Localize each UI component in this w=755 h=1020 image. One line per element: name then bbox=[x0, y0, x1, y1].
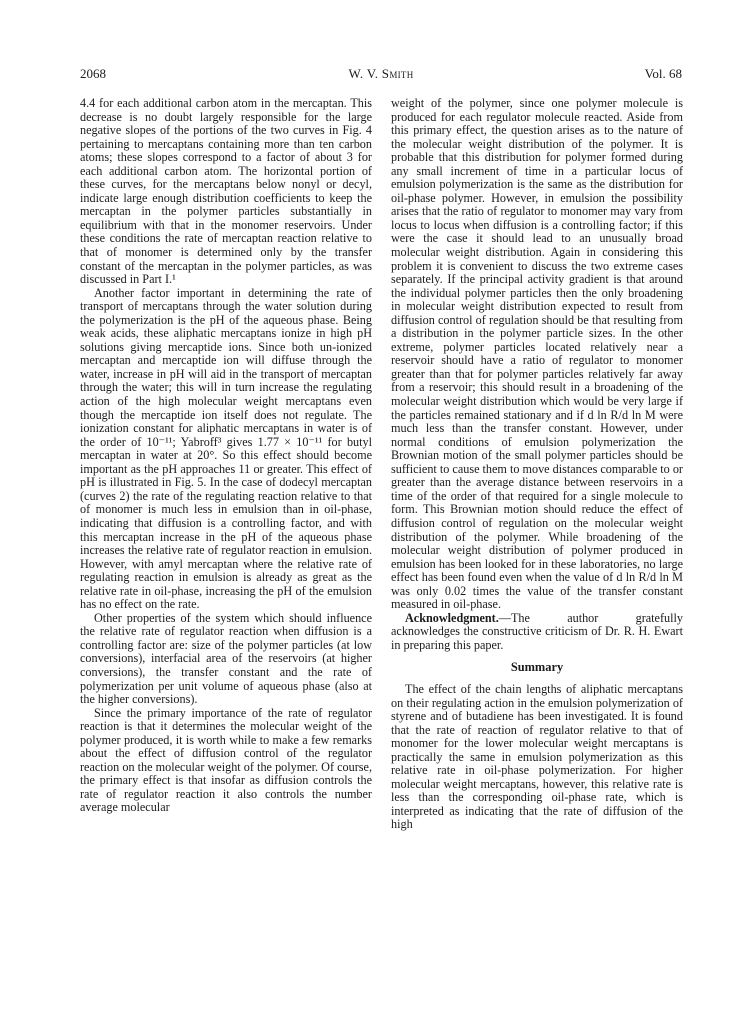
running-header bbox=[80, 66, 682, 86]
acknowledgment-paragraph bbox=[391, 612, 683, 653]
volume-label: Vol. 68 bbox=[644, 66, 682, 81]
running-author: W. V. Smith bbox=[348, 66, 414, 81]
left-column bbox=[80, 97, 372, 815]
acknowledgment-text: —The author gratefully acknowledges the constructive criticism of Dr. R. H. Ewart in preparing this paper. bbox=[391, 610, 683, 652]
summary-heading: Summary bbox=[510, 660, 564, 675]
summary-paragraph: The effect of the chain lengths of aliphatic mercaptans on their regulating action in the emulsion polymerization of styrene and of butadiene has been investigated. It is found that the rate of reaction of regulator relative to that of monomer for the lower molecular weight mercaptans is practically the same in emulsion polymerization as this relative rate in oil-phase polymerization. For higher molecular weight mercaptans, however, this relative rate is less than the corresponding oil-phase rate, which is interpreted as indicating that the rate of diffusion of the high bbox=[391, 681, 683, 832]
paragraph: weight of the polymer, since one polymer molecule is produced for each regulator molecule reacted. Aside from this primary effect, the question arises as to the nature of the molecular weight distribution of the polymer. It is probable that this distribution for polymer formed during any small increment of time in a particular locus of emulsion polymerization is the same as the distribution for oil-phase polymer. However, in emulsion the possibility arises that the ratio of regulator to monomer may vary from locus to locus when diffusion is a controlling factor; if this were the case it should lead to an unusually broad molecular weight distribution. Again in considering this problem it is convenient to discuss the two extreme cases separately. If the principal activity gradient is that around the individual polymer particles then the only broadening in molecular weight distribution expected to result from diffusion control of regulation should be that resulting from a distribution in the polymer particle sizes. In the other extreme, polymer particles located relatively near a reservoir should have a ratio of regulator to monomer greater than that for polymer particles relatively far away from a reservoir; this should result in a broadening of the molecular weight distribution which would be very large if the particles remained stationary and if d ln R/d ln M were much less than the transfer constant. However, under normal conditions of emulsion polymerization the Brownian motion of the small polymer particles should be sufficient to cause them to move distances comparable to or greater than the average distance between reservoirs in a time of the order of that required for a single molecule to form. This Brownian motion should reduce the effect of diffusion control of regulation on the molecular weight distribution of the polymer. While broadening of the molecular weight distribution of polymer produced in emulsion has been looked for in these laboratories, no large effect has been found even when the value of d ln R/d ln M was only 0.02 times the value of the transfer constant measured in oil-phase. bbox=[391, 96, 683, 612]
paragraph: 4.4 for each additional carbon atom in the mercaptan. This decrease is no doubt largely responsible for the large negative slopes of the portions of the two curves in Fig. 4 pertaining to mercaptans containing more than ten carbon atoms; these slopes correspond to a factor of about 3 for each additional carbon atom. The horizontal portion of these curves, for the mercaptans below nonyl or decyl, indicate large enough distribution coefficients to keep the mercaptan in the polymer particles substantially in equilibrium with that in the monomer reservoirs. Under these conditions the rate of mercaptan reaction relative to that of monomer is determined only by the transfer constant of the mercaptan in the polymer particles, as was discussed in Part I.¹ bbox=[80, 96, 372, 287]
paragraph: Another factor important in determining the rate of transport of mercaptans through the water solution during the polymerization is the pH of the aqueous phase. Being weak acids, these aliphatic mercaptans ionize in high pH solutions giving mercaptide ions. Since both un-ionized mercaptan and mercaptide ion will diffuse through the water, increase in pH will aid in the transport of mercaptan through the water; this will in turn increase the regulating action of the high molecular weight mercaptans even though the mercaptide ion itself does not regulate. The ionization constant for aliphatic mercaptans in water is of the order of 10⁻¹¹; Yabroff³ gives 1.77 × 10⁻¹¹ for butyl mercaptan in water at 20°. So this effect should become important as the pH approaches 11 or greater. This effect of pH is illustrated in Fig. 5. In the case of dodecyl mercaptan (curves 2) the rate of the regulating reaction relative to that of monomer is much less in emulsion than in oil-phase, indicating that diffusion is a controlling factor, and with this mercaptan increase in the pH of the aqueous phase increases the relative rate of regulator reaction in emulsion. However, with amyl mercaptan where the relative rate of regulating reaction in emulsion is already as great as the relative rate in oil-phase, increasing the pH of the emulsion has no effect on the rate. bbox=[80, 285, 372, 612]
paragraph: Other properties of the system which should influence the relative rate of regulator reaction when diffusion is a controlling factor are: size of the polymer particles (at low conversions), interfacial area of the reservoirs (at higher conversions), the transfer constant and the rate of polymerization per unit volume of aqueous phase (also at the higher conversions). bbox=[80, 610, 372, 707]
right-column bbox=[391, 97, 683, 832]
acknowledgment-heading: Acknowledgment. bbox=[405, 610, 499, 625]
page-number: 2068 bbox=[80, 66, 106, 81]
paragraph: Since the primary importance of the rate of regulator reaction is that it determines the molecular weight of the polymer produced, it is worth while to make a few remarks about the effect of diffusion control of the regulator reaction on the molecular weight of the polymer. Of course, the primary effect is that insofar as diffusion controls the rate of regulator reaction it also controls the number average molecular bbox=[80, 705, 372, 815]
